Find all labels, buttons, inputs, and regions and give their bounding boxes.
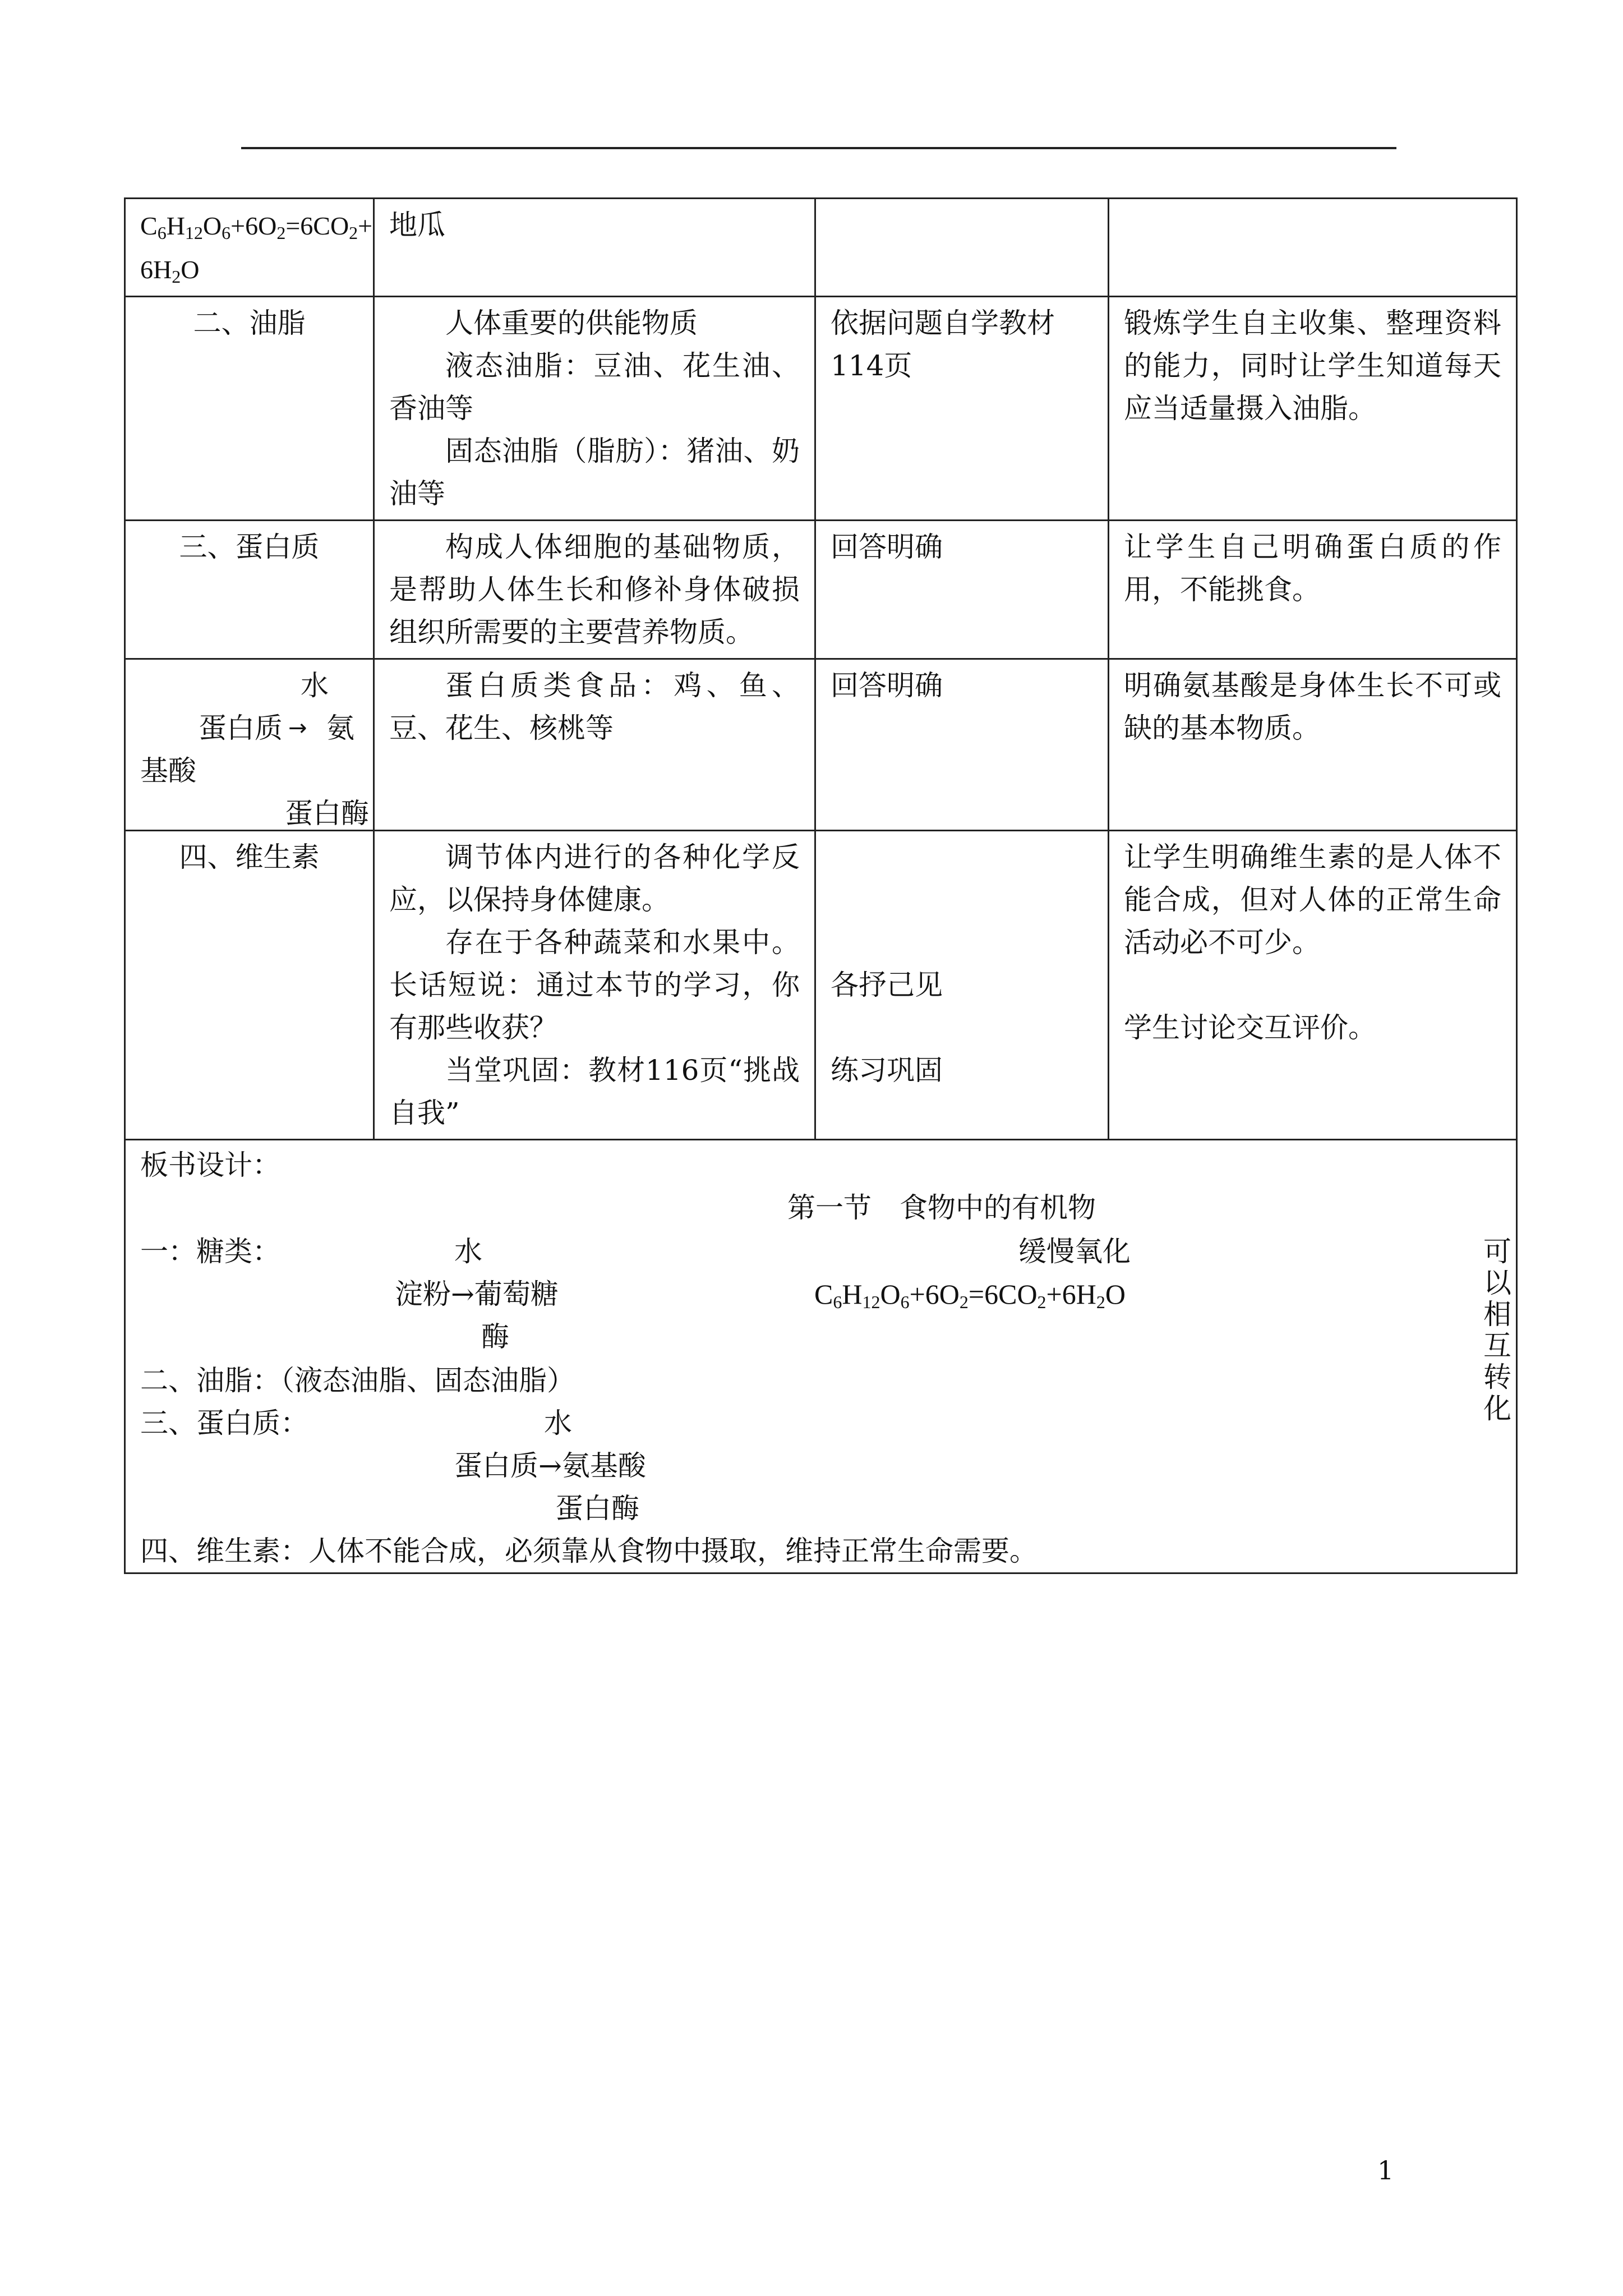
table-row: [125, 659, 1517, 831]
activity-cell: [815, 521, 1109, 659]
content-cell: [374, 521, 815, 659]
activity-cell: [815, 199, 1109, 297]
table-row: [125, 831, 1517, 1140]
board-design: [125, 1140, 1517, 1573]
reaction-water: 水: [301, 669, 329, 702]
cell-text: 蛋白质类食品：鸡、鱼、豆、花生、核桃等: [389, 669, 800, 744]
formula-cell: [125, 199, 374, 297]
lesson-table: [124, 197, 1518, 1574]
board-vertical-note: [1481, 1236, 1514, 1424]
intent-cell: [1109, 659, 1517, 831]
board-fat: 二、油脂：（液态油脂、固态油脂）: [140, 1364, 575, 1397]
topic-label: 三、蛋白质: [179, 531, 320, 563]
topic-cell: [125, 831, 374, 1140]
cell-text: 回答明确: [831, 531, 943, 563]
cell-text: 调节体内进行的各种化学反应，以保持身体健康。: [389, 841, 800, 916]
vertical-char: 化: [1483, 1392, 1511, 1425]
activity-cell: [815, 659, 1109, 831]
board-protein-enzyme: 蛋白酶: [555, 1492, 639, 1525]
board-heading: 板书设计：: [140, 1149, 280, 1181]
vertical-char: 可: [1483, 1235, 1511, 1268]
reaction-cell: [125, 659, 374, 831]
board-row: [125, 1140, 1517, 1573]
board-protein-water: 水: [544, 1407, 572, 1439]
board-sugar-water: 水: [454, 1235, 482, 1268]
reaction-arrow-icon: →: [288, 715, 307, 741]
header-rule: [241, 147, 1396, 149]
cell-text: 让学生自己明确蛋白质的作用，不能挑食。: [1124, 531, 1501, 606]
topic-cell: [125, 521, 374, 659]
intent-cell: [1109, 199, 1517, 297]
content-cell: [374, 297, 815, 521]
glucose-oxidation-formula: $C_6H_{12}O_6+6O_2=6CO_2+$ $6H_2O$: [140, 211, 373, 287]
cell-text: 让学生明确维生素的是人体不能合成，但对人体的正常生命活动必不可少。: [1124, 841, 1501, 959]
board-vitamin: 四、维生素：人体不能合成，必须靠从食物中摄取，维持正常生命需要。: [140, 1535, 1038, 1567]
cell-text: 明确氨基酸是身体生长不可或缺的基本物质。: [1124, 669, 1501, 744]
activity-cell: [815, 831, 1109, 1140]
intent-cell: [1109, 521, 1517, 659]
cell-text: 各抒己见: [831, 969, 943, 1001]
cell-text: 练习巩固: [831, 1054, 943, 1087]
board-protein-reaction: 蛋白质→氨基酸: [454, 1450, 646, 1482]
content-cell: [374, 199, 815, 297]
cell-text: 地瓜: [389, 209, 445, 241]
board-oxidation-label: 缓慢氧化: [1018, 1235, 1131, 1268]
protein-hydrolysis-reaction: [126, 660, 373, 828]
cell-text: 人体重要的供能物质: [445, 307, 698, 339]
cell-text: 液态油脂：豆油、花生油、香油等: [389, 349, 800, 425]
cell-text: 回答明确: [831, 669, 943, 702]
vertical-char: 以: [1483, 1267, 1511, 1299]
cell-text: 固态油脂（脂肪）：猪油、奶油等: [389, 435, 800, 510]
reaction-product-part: 基酸: [140, 754, 196, 787]
cell-text: 存在于各种蔬菜和水果中。长话短说：通过本节的学习，你有那些收获？: [389, 926, 800, 1044]
table-row: [125, 521, 1517, 659]
topic-label: 二、油脂: [193, 307, 306, 339]
board-title: 第一节 食物中的有机物: [787, 1191, 1096, 1224]
vertical-char: 互: [1483, 1329, 1511, 1362]
board-sugar-enzyme: 酶: [481, 1320, 509, 1353]
board-protein-label: 三、蛋白质：: [140, 1407, 308, 1439]
reaction-reactant: 蛋白质: [199, 712, 283, 744]
reaction-product-part: 氨: [326, 712, 354, 744]
vertical-char: 转: [1483, 1361, 1511, 1393]
table-row: [125, 297, 1517, 521]
board-sugar-label: 一：糖类：: [140, 1235, 280, 1268]
cell-text: 锻炼学生自主收集、整理资料的能力，同时让学生知道每天应当适量摄入油脂。: [1124, 307, 1501, 425]
cell-text: 学生讨论交互评价。: [1124, 1011, 1376, 1044]
content-cell: [374, 659, 815, 831]
topic-cell: [125, 297, 374, 521]
topic-label: 四、维生素: [179, 841, 320, 873]
intent-cell: [1109, 297, 1517, 521]
intent-cell: [1109, 831, 1517, 1140]
cell-text: 当堂巩固：教材116页“挑战自我”: [389, 1054, 800, 1129]
cell-text: 依据问题自学教材114页: [831, 307, 1055, 382]
activity-cell: [815, 297, 1109, 521]
vertical-char: 相: [1483, 1298, 1511, 1331]
board-oxidation-formula: $C_6H_{12}O_6+6O_2=6CO_2+6H_2O$: [814, 1278, 1126, 1312]
page-number: 1: [1377, 2155, 1394, 2185]
cell-text: 构成人体细胞的基础物质，是帮助人体生长和修补身体破损组织所需要的主要营养物质。: [389, 531, 800, 648]
content-cell: [374, 831, 815, 1140]
board-sugar-reaction: 淀粉→葡萄糖: [395, 1278, 559, 1310]
reaction-enzyme: 蛋白酶: [285, 797, 369, 830]
table-row: [125, 199, 1517, 297]
